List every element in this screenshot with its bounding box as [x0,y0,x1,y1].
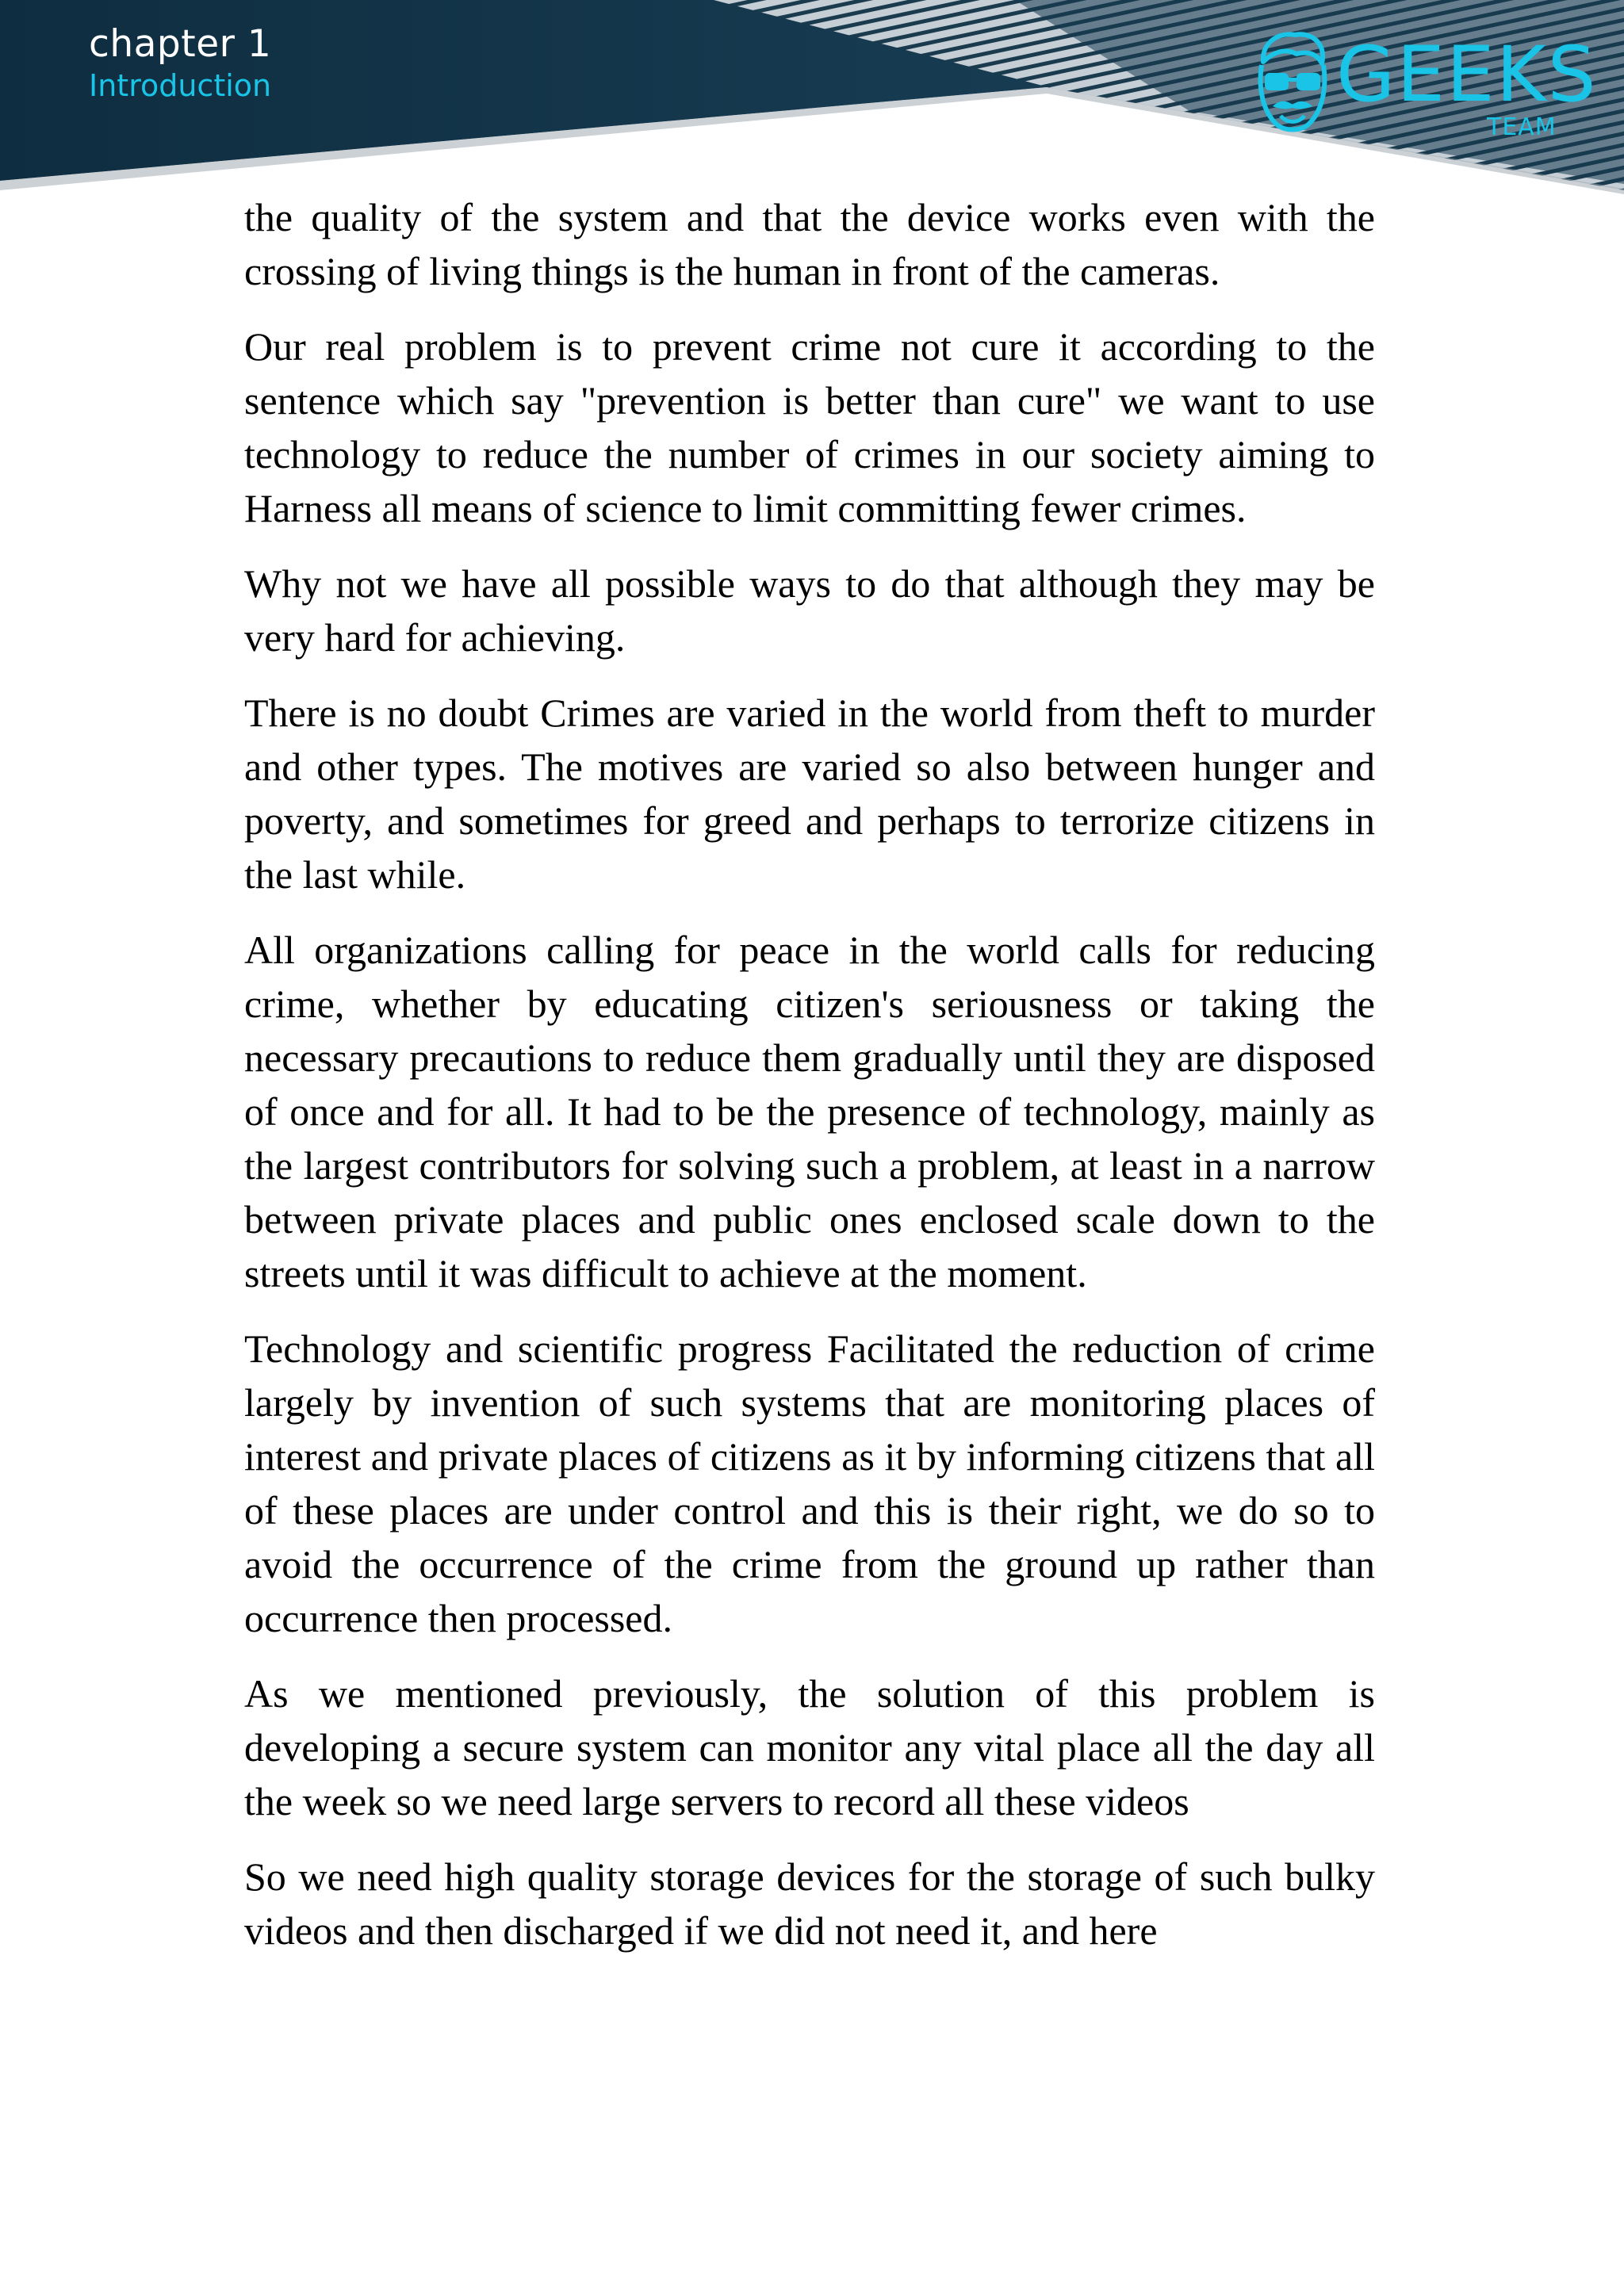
logo-wordmark: GEEKS [1336,30,1598,119]
logo-team-label: TEAM [1487,113,1557,141]
paragraph: As we mentioned previously, the solution of this problem is developing a secure system can monitor any vital place all the day all the week so we need large servers to record all these videos [244,1671,1375,1823]
paragraph: So we need high quality storage devices for the storage of such bulky videos and then discharged if we did not need it, and here [244,1854,1375,1953]
paragraph: Technology and scientific progress Facilitated the reduction of crime largely by invention of such systems that are monitoring places of interest and private places of citizens as it by informing citizens that all of these places are under control and this is their right, we do so to avoid the occurrence of the crime from the ground up rather than occurrence then processed. [244,1326,1375,1640]
paragraph: Why not we have all possible ways to do that although they may be very hard for achieving. [244,561,1375,660]
paragraph: Our real problem is to prevent crime not cure it according to the sentence which say "prevention is better than cure" we want to use technology to reduce the number of crimes in our society aiming to Harness all means of science to limit committing fewer crimes. [244,324,1375,530]
document-body [244,190,1375,1979]
paragraph: All organizations calling for peace in the world calls for reducing crime, whether by educating citizen's seriousness or taking the necessary precautions to reduce them gradually until they are disposed of once and for all. It had to be the presence of technology, mainly as the largest contributors for solving such a problem, at least in a narrow between private places and public ones enclosed scale down to the streets until it was difficult to achieve at the moment. [244,928,1375,1295]
chapter-subtitle: Introduction [89,68,272,103]
page-header-banner [0,0,1624,194]
geek-face-icon [1249,30,1336,141]
chapter-title: chapter 1 [89,22,272,66]
paragraph: the quality of the system and that the device works even with the crossing of living things is the human in front of the cameras. [244,195,1375,293]
geeks-team-logo [1249,30,1598,149]
paragraph: There is no doubt Crimes are varied in the world from theft to murder and other types. The motives are varied so also between hunger and poverty, and sometimes for greed and perhaps to terrorize citizens in the last while. [244,691,1375,897]
